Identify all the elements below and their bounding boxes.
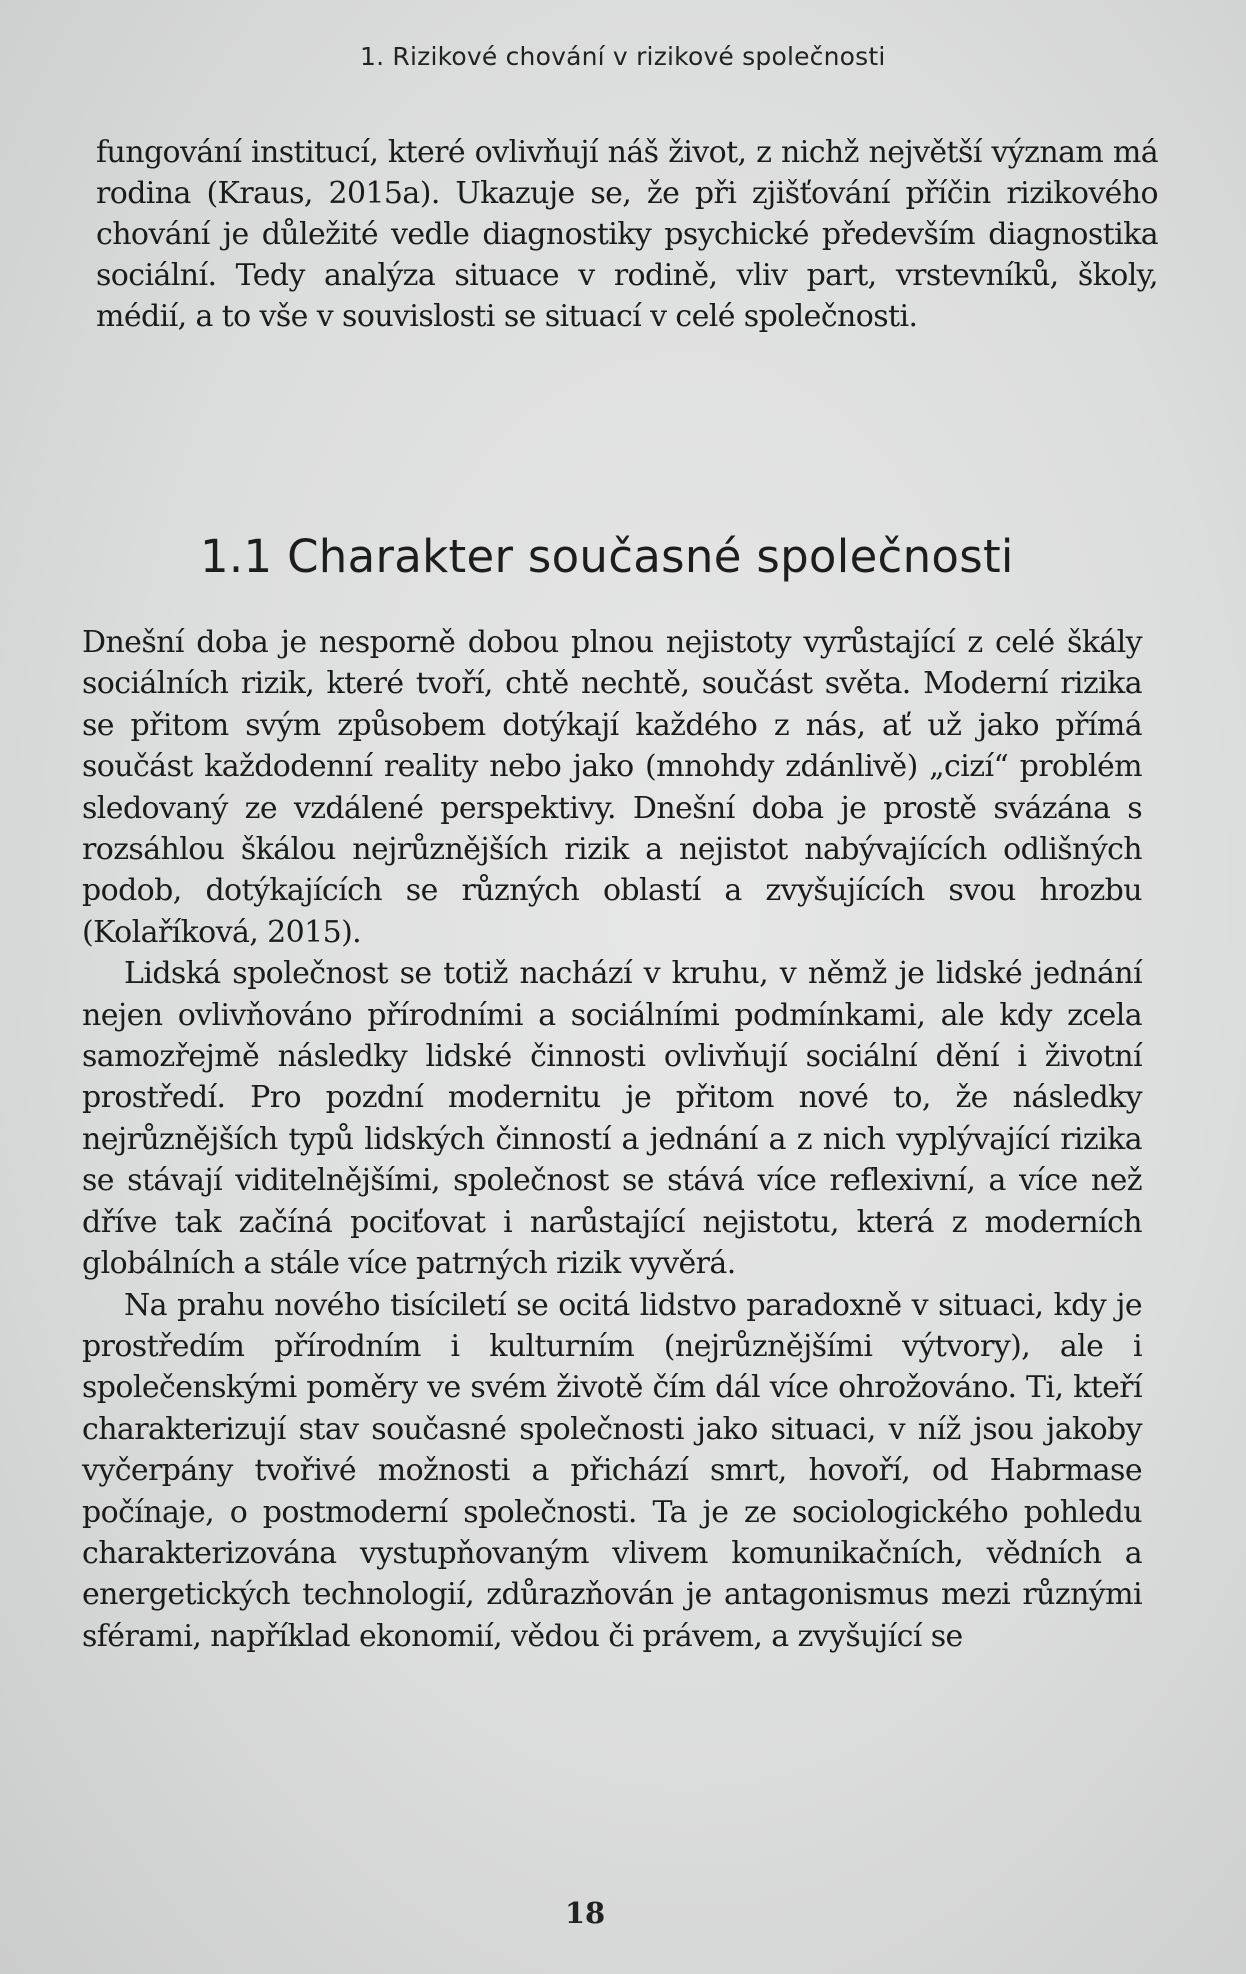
running-head: 1. Rizikové chování v rizikové společnosti	[360, 42, 886, 71]
paragraph-2: Lidská společnost se totiž nachází v kruhu, v němž je lidské jednání nejen ovlivňováno přírodními a sociálními podmínkami, ale kdy zcela samozřejmě následky lidské činnosti ovlivňují sociální dění i životní prostředí. Pro pozdní modernitu je přitom nové to, že následky nejrůznějších typů lidských činností a jednání a z nich vyplývající rizika se stávají viditelnějšími, společnost se stává více reflexivní, a více než dříve tak začíná pociťovat i narůstající nejistotu, která z moderních globálních a stále více patrných rizik vyvěrá.	[82, 956, 1142, 1282]
section-heading: 1.1 Charakter současné společnosti	[200, 530, 1014, 583]
lead-text-block	[96, 132, 1158, 337]
page-number: 18	[564, 1896, 606, 1930]
paragraph-1: Dnešní doba je nesporně dobou plnou nejistoty vyrůstající z celé škály sociálních rizik, které tvoří, chtě nechtě, součást světa. Moderní rizika se přitom svým způsobem dotýkají každého z nás, ať už jako přímá součást každodenní reality nebo jako (mnohdy zdánlivě) „cizí“ problém sledovaný ze vzdálené perspektivy. Dnešní doba je prostě svázána s rozsáhlou škálou nejrůznějších rizik a nejistot nabývajících odlišných podob, dotýkajících se různých oblastí a zvyšujících svou hrozbu (Kolaříková, 2015).	[82, 625, 1142, 950]
lead-paragraph: fungování institucí, které ovlivňují náš život, z nichž největší význam má rodina (Kraus, 2015a). Ukazuje se, že při zjišťování příčin rizikového chování je důležité vedle diagnostiky psychické především diagnostika sociální. Tedy analýza situace v rodině, vliv part, vrstevníků, školy, médií, a to vše v souvislosti se situací v celé společnosti.	[96, 135, 1158, 334]
section-body	[82, 622, 1142, 1657]
paragraph-3: Na prahu nového tisíciletí se ocitá lidstvo paradoxně v situaci, kdy je prostředím přírodním i kulturním (nejrůznějšími výtvory), ale i společenskými poměry ve svém životě čím dál více ohrožováno. Ti, kteří charakterizují stav současné společnosti jako situaci, v níž jsou jakoby vyčerpány tvořivé možnosti a přichází smrt, hovoří, od Habrmase počínaje, o postmoderní společnosti. Ta je ze sociologického pohledu charakterizována vystupňovaným vlivem komunikačních, vědních a energetických technologií, zdůrazňován je antagonismus mezi různými sférami, například ekonomií, vědou či právem, a zvyšující se	[82, 1287, 1142, 1654]
